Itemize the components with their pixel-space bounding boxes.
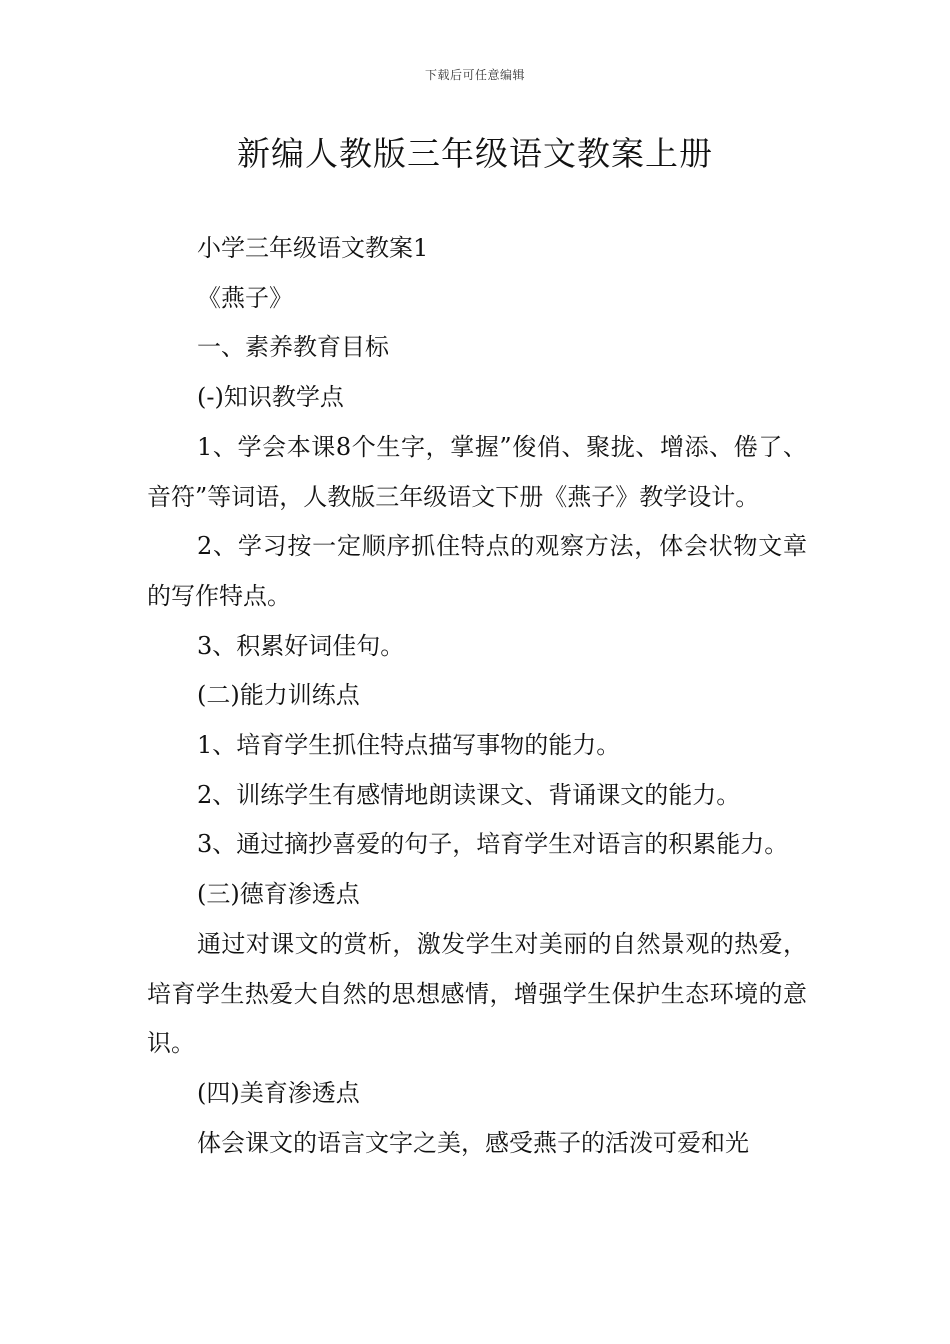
paragraph-body: 体会课文的语言文字之美，感受燕子的活泼可爱和光 xyxy=(197,1128,749,1157)
paragraph-item: 3、积累好词佳句。 xyxy=(197,631,405,660)
paragraph-item: 1、学会本课8个生字，掌握”俊俏、聚拢、增添、倦了、音符”等词语，人教版三年级语文下册《燕子》教学设计。 xyxy=(147,432,807,511)
paragraph-body: 通过对课文的赏析，激发学生对美丽的自然景观的热爱，培育学生热爱大自然的思想感情，增强学生保护生态环境的意识。 xyxy=(147,929,807,1058)
paragraph-section-goals: 一、素养教育目标 xyxy=(197,333,389,362)
paragraph-item: 2、训练学生有感情地朗读课文、背诵课文的能力。 xyxy=(197,780,741,809)
paragraph-subsection-knowledge: (-)知识教学点 xyxy=(197,383,344,412)
header-note: 下载后可任意编辑 xyxy=(424,68,525,82)
paragraph-lesson-heading: 小学三年级语文教案1 xyxy=(197,234,429,262)
paragraph-lesson-title: 《燕子》 xyxy=(197,283,293,312)
paragraph-subsection-aesthetic: (四)美育渗透点 xyxy=(197,1078,360,1107)
paragraph-item: 1、培育学生抓住特点描写事物的能力。 xyxy=(197,731,621,760)
paragraph-subsection-moral: (三)德育渗透点 xyxy=(197,880,360,909)
paragraph-item: 2、学习按一定顺序抓住特点的观察方法，体会状物文章的写作特点。 xyxy=(147,532,807,610)
paragraph-subsection-ability: (二)能力训练点 xyxy=(197,681,360,710)
document-body xyxy=(147,224,807,1168)
paragraph-item: 3、通过摘抄喜爱的句子，培育学生对语言的积累能力。 xyxy=(197,830,789,859)
document-title: 新编人教版三年级语文教案上册 xyxy=(237,134,713,173)
